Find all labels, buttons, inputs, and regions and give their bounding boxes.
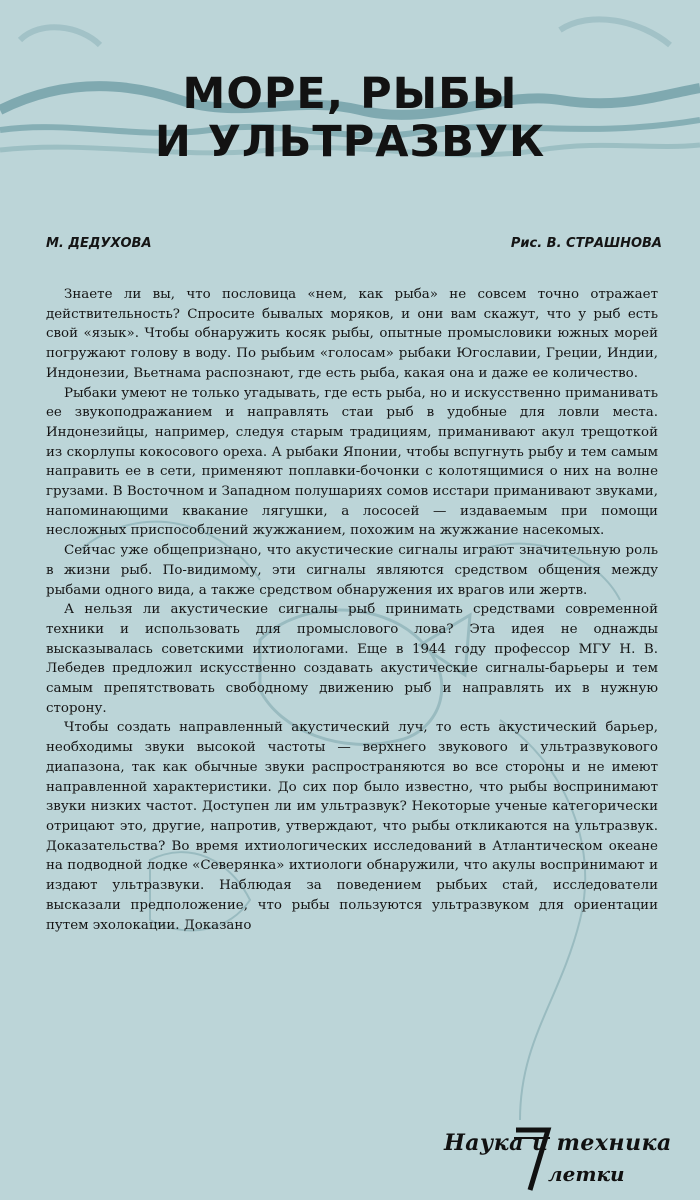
paragraph-2: Рыбаки умеют не только угадывать, где есть рыба, но и искусственно приманивать ее звукоподражанием и направлять стаи рыб в удобные для ловли места. Индонезийцы, например, следуя старым традициям, приманивают акул трещоткой из скорлупы кокосового ореха. А рыбаки Японии, чтобы вспугнуть рыбу и тем самым направить ее в сети, применяют поплавки-бочонки с колотящимися о них на волне грузами. В Восточном и Западном полушариях сомов исстари приманивают звуками, напоминающими квакание лягушки, а лососей — издаваемым при помощи несложных приспособлений жужжанием, похожим на жужжание насекомых. [46,385,659,539]
paragraph-3: Сейчас уже общепризнано, что акустические сигналы играют значительную роль в жизни рыб. По-видимому, эти сигналы являются средством общения между рыбами одного вида, а также средством обнаружения их врагов или жертв. [46,543,658,598]
logo-line-1: Наука и техника [444,1130,672,1156]
title-line-1: МОРЕ, РЫБЫ [182,69,518,119]
title-line-2: И УЛЬТРАЗВУК [154,117,546,167]
author-name: М. ДЕДУХОВА [46,236,152,251]
article-title [0,70,700,166]
paragraph-4: А нельзя ли акустические сигналы рыб принимать средствами современной техники и использовать для промыслового лова? Эта идея не однажды высказывалась советскими ихтиологами. Еще в 1944 году профессор МГУ Н. В. Лебедев предложил искусственно создавать акустические сигналы-барьеры и тем самым препятствовать свободному движению рыб и направлять их в нужную сторону. [46,602,658,716]
paragraph-1: Знаете ли вы, что пословица «нем, как рыба» не совсем точно отражает действительность? Спросите бывалых моряков, и они вам скажут, что у рыб есть свой «язык». Чтобы обнаружить косяк рыбы, опытные промысловики южных морей погружают голову в воду. По рыбьим «голосам» рыбаки Югославии, Греции, Индии, Индонезии, Вьетнама распознают, где есть рыба, какая она и даже ее количество. [46,287,658,381]
logo-line-2: летки [548,1162,625,1186]
article-body [46,285,658,935]
magazine-logo [428,1130,678,1194]
paragraph-5: Чтобы создать направленный акустический луч, то есть акустический барьер, необходимы звуки высокой частоты — верхнего звукового и ультразвукового диапазона, так как обычные звуки распространяются во все стороны и не имеют направленной характеристики. До сих пор было известно, что рыбы воспринимают звуки низких частот. Доступен ли им ультразвук? Некоторые ученые категорически отрицают это, другие, напротив, утверждают, что рыбы откликаются на ультразвук. Доказательства? Во время ихтиологических исследований в Атлантическом океане на подводной лодке «Северянка» ихтиологи обнаружили, что акулы воспринимают и издают ультразвуки. Наблюдая за поведением рыбьих стай, исследователи высказали предположение, что рыбы пользуются ультразвуком для ориентации путем эхолокации. Доказано [46,720,658,933]
illustrator-credit: Рис. В. СТРАШНОВА [510,236,662,251]
